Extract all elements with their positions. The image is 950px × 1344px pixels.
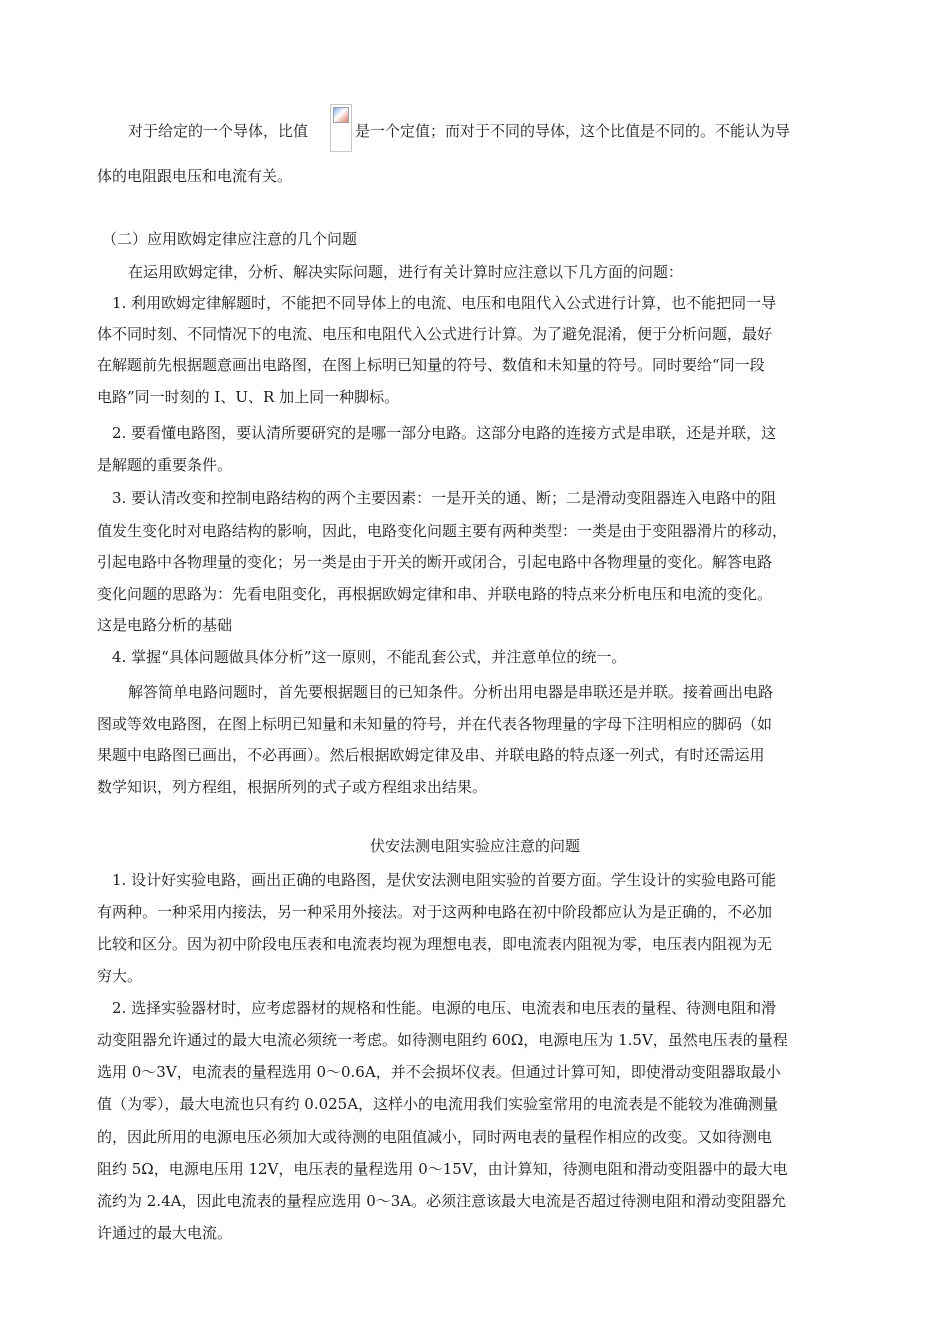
list-item-line: 比较和区分。因为初中阶段电压表和电流表均视为理想电表，即电流表内阻视为零，电压表内阻视为无	[97, 935, 773, 953]
list-item-line: 是解题的重要条件。	[97, 456, 233, 474]
list-item-line: 1. 利用欧姆定律解题时，不能把不同导体上的电流、电压和电阻代入公式进行计算，也不能把同一导	[112, 294, 777, 312]
summary-line: 图或等效电路图，在图上标明已知量和未知量的符号，并在代表各物理量的字母下注明相应的脚码（如	[97, 715, 773, 733]
list-item-line: 2. 选择实验器材时，应考虑器材的规格和性能。电源的电压、电流表和电压表的量程、待测电阻和滑	[112, 999, 777, 1017]
list-item-line: 变化问题的思路为：先看电阻变化，再根据欧姆定律和串、并联电路的特点来分析电压和电流的变化。	[97, 585, 773, 603]
list-item-line: 体不同时刻、不同情况下的电流、电压和电阻代入公式进行计算。为了避免混淆，便于分析问题，最好	[97, 325, 773, 343]
list-item-line: 选用 0～3V，电流表的量程选用 0～0.6A，并不会损坏仪表。但通过计算可知，即使滑动变阻器取最小	[97, 1063, 781, 1081]
list-item-line: 值（为零），最大电流也只有约 0.025A，这样小的电流用我们实验室常用的电流表是不能较为准确测量	[97, 1095, 779, 1113]
list-item-line: 流约为 2.4A，因此电流表的量程应选用 0～3A。必须注意该最大电流是否超过待测电阻和滑动变阻器允	[97, 1192, 787, 1210]
list-item-line: 阻约 5Ω，电源电压用 12V，电压表的量程选用 0～15V，由计算知，待测电阻和滑动变阻器中的最大电	[97, 1160, 788, 1178]
summary-line: 解答简单电路问题时，首先要根据题目的已知条件。分析出用电器是串联还是并联。接着画出电路	[128, 683, 774, 701]
summary-line: 果题中电路图已画出，不必再画）。然后根据欧姆定律及串、并联电路的特点逐一列式，有时还需运用	[97, 746, 765, 764]
list-item-line: 许通过的最大电流。	[97, 1224, 233, 1242]
paragraph-line: 体的电阻跟电压和电流有关。	[97, 167, 293, 185]
list-item-line: 这是电路分析的基础	[97, 616, 233, 634]
list-item-line: 4. 掌握“具体问题做具体分析”这一原则，不能乱套公式，并注意单位的统一。	[112, 648, 627, 666]
list-item-line: 的，因此所用的电源电压必须加大或待测的电阻值减小，同时两电表的量程作相应的改变。又如待测电	[97, 1128, 773, 1146]
section-title: 伏安法测电阻实验应注意的问题	[369, 837, 580, 855]
summary-line: 数学知识，列方程组，根据所列的式子或方程组求出结果。	[97, 778, 488, 796]
list-item-line: 1. 设计好实验电路，画出正确的电路图，是伏安法测电阻实验的首要方面。学生设计的实验电路可能	[112, 871, 777, 889]
list-item-line: 3. 要认清改变和控制电路结构的两个主要因素：一是开关的通、断；二是滑动变阻器连入电路中的阻	[112, 489, 777, 507]
list-item-line: 引起电路中各物理量的变化；另一类是由于开关的断开或闭合，引起电路中各物理量的变化。解答电路	[97, 553, 773, 571]
broken-image-icon	[330, 104, 352, 152]
section-intro: 在运用欧姆定律，分析、解决实际问题，进行有关计算时应注意以下几方面的问题：	[128, 263, 684, 281]
list-item-line: 在解题前先根据题意画出电路图，在图上标明已知量的符号、数值和未知量的符号。同时要给“同一段	[97, 356, 765, 374]
list-item-line: 穷大。	[97, 967, 143, 985]
text-after-image: 是一个定值；而对于不同的导体，这个比值是不同的。不能认为导	[355, 122, 791, 140]
list-item-line: 2. 要看懂电路图，要认清所要研究的是哪一部分电路。这部分电路的连接方式是串联，还是并联，这	[112, 424, 777, 442]
list-item-line: 有两种。一种采用内接法，另一种采用外接法。对于这两种电路在初中阶段都应认为是正确的，不必加	[97, 903, 773, 921]
list-item-line: 值发生变化时对电路结构的影响，因此，电路变化问题主要有两种类型：一类是由于变阻器滑片的移动，	[97, 522, 788, 540]
image-thumbnail-icon	[333, 107, 349, 123]
list-item-line: 动变阻器允许通过的最大电流必须统一考虑。如待测电阻约 60Ω，电源电压为 1.5V，虽然电压表的量程	[97, 1031, 788, 1049]
list-item-line: 电路”同一时刻的 I、U、R 加上同一种脚标。	[97, 388, 400, 406]
text-before-image: 对于给定的一个导体，比值	[128, 122, 309, 140]
section-heading: （二）应用欧姆定律应注意的几个问题	[102, 230, 358, 248]
